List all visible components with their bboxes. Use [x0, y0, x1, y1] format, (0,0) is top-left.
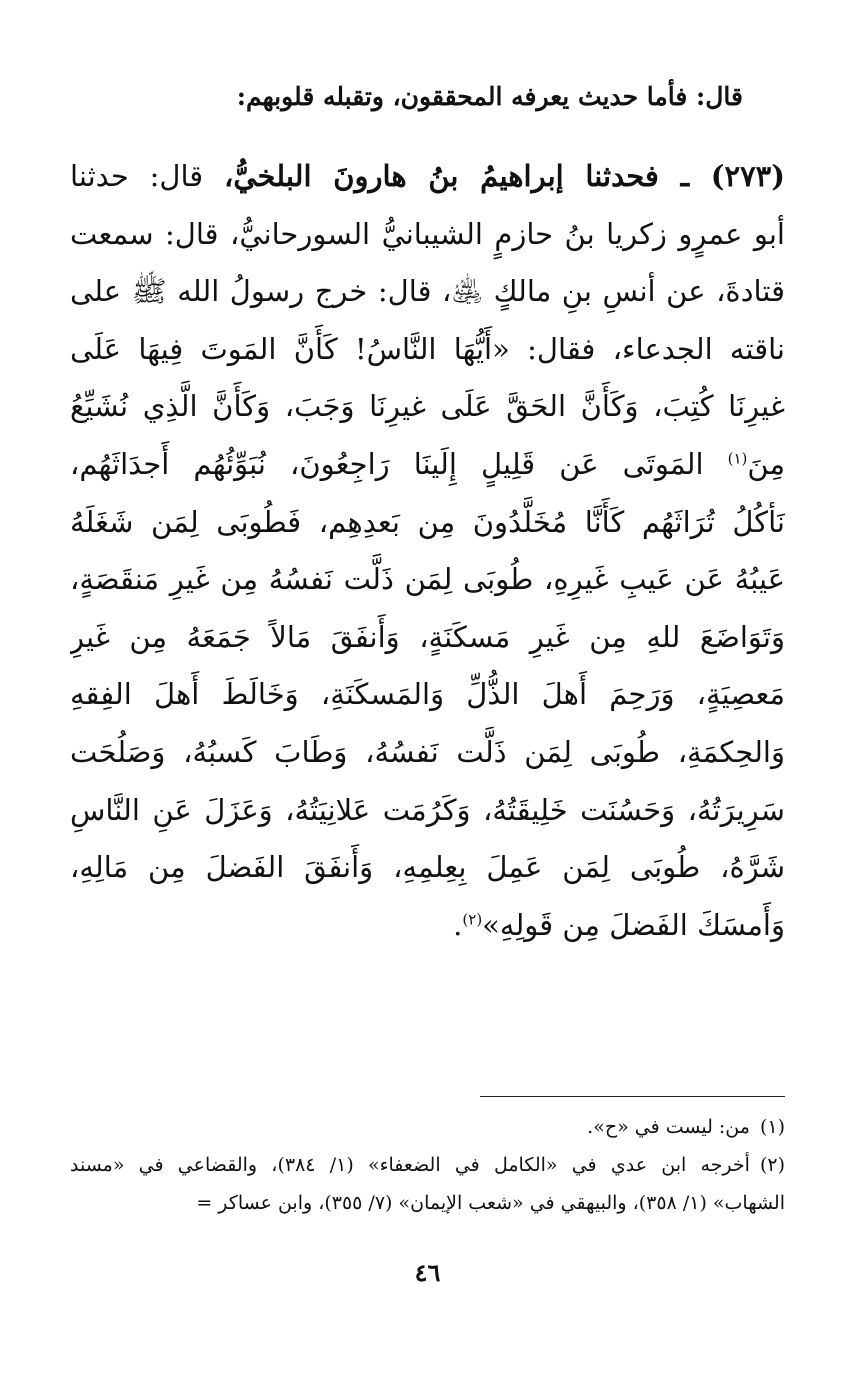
footnote-2-continued: الشهاب» (١/ ٣٥٨)، والبيهقي في «شعب الإيمان» (٧/ ٣٥٥)، وابن عساكر = — [196, 1192, 785, 1214]
text-line: سَرِيرَتُهُ، وَحَسُنَت خَلِيقَتُهُ، وَكَرُمَت عَلانِيَتُهُ، وَعَزَلَ عَنِ النَّاسِ — [70, 792, 785, 827]
text-line: وَتَوَاضَعَ للهِ مِن غَيرِ مَسكَنَةٍ، وَأَنفَقَ مَالاً جَمَعَهُ مِن غَيرِ — [70, 619, 785, 654]
text-fragment: قال: حدثنا — [70, 159, 224, 193]
text-fragment: وَأَمسَكَ الفَضلَ مِن قَولِهِ» — [482, 907, 785, 942]
text-line: نَأكُلُ تُرَاثَهُم كَأَنَّا مُخَلَّدُونَ مِن بَعدِهِم، فَطُوبَى لِمَن شَغَلَهُ — [70, 504, 785, 539]
footnote-1 — [70, 1108, 785, 1146]
footnote-mark: (١) — [759, 1116, 785, 1138]
text-fragment: المَوتَى عَن قَلِيلٍ إِلَينَا رَاجِعُونَ، نُبَوِّئُهُم أَجدَاثَهُم، — [70, 446, 728, 481]
footnote-2 — [70, 1146, 785, 1184]
text-line: عَيبُهُ عَن عَيبِ غَيرِهِ، طُوبَى لِمَن ذَلَّت نَفسُهُ مِن غَيرِ مَنقَصَةٍ، — [70, 562, 785, 597]
text-line — [70, 897, 785, 955]
text-line — [70, 148, 785, 206]
footnote-mark: (٢) — [759, 1154, 785, 1176]
text-fragment: . — [453, 907, 463, 942]
text-line — [70, 436, 785, 494]
text-line: ناقته الجدعاء، فقال: «أَيُّهَا النَّاسُ! كَأَنَّ المَوتَ فِيهَا عَلَى — [70, 331, 785, 366]
hadith-opening: فحدثنا إبراهيمُ بنُ هارونَ البلخيُّ، — [224, 159, 659, 193]
text-fragment: مِنَ — [747, 446, 785, 481]
hadith-text — [70, 148, 785, 954]
section-heading: قال: فأما حديث يعرفه المحققون، وتقبله قلوبهم: — [236, 82, 743, 111]
footnote-reference-2[interactable]: (٢) — [462, 910, 483, 929]
footnote-reference-1[interactable]: (١) — [727, 449, 748, 468]
text-line: أبو عمرٍو زكريا بنُ حازمٍ الشيبانيُّ السورحانيُّ، قال: سمعت — [70, 216, 785, 251]
page-number: ٤٦ — [414, 1258, 441, 1287]
text-line: وَالحِكمَةِ، طُوبَى لِمَن ذَلَّت نَفسُهُ، وَطَابَ كَسبُهُ، وَصَلُحَت — [70, 734, 785, 769]
hadith-separator: ـ — [658, 159, 711, 193]
text-line: شَرَّهُ، طُوبَى لِمَن عَمِلَ بِعِلمِهِ، وَأَنفَقَ الفَضلَ مِن مَالِهِ، — [70, 850, 785, 885]
text-line: قتادةَ، عن أنسِ بنِ مالكٍ ﵁، قال: خرج رسولُ الله ﷺ على — [70, 274, 785, 309]
footnote-text: أخرجه ابن عدي في «الكامل في الضعفاء» (١/ ٣٨٤)، والقضاعي في «مسند — [70, 1154, 750, 1176]
hadith-number: (٢٧٣) — [710, 159, 785, 193]
footnote-divider — [480, 1096, 785, 1097]
footnotes — [70, 1108, 785, 1222]
footnote-text: من: ليست في «ح». — [587, 1116, 750, 1138]
text-line: مَعصِيَةٍ، وَرَحِمَ أَهلَ الذُّلِّ وَالمَسكَنَةِ، وَخَالَطَ أَهلَ الفِقهِ — [70, 677, 785, 712]
text-line: غيرِنَا كُتِبَ، وَكَأَنَّ الحَقَّ عَلَى غيرِنَا وَجَبَ، وَكَأَنَّ الَّذِي نُشَيِّعُ — [70, 389, 785, 424]
